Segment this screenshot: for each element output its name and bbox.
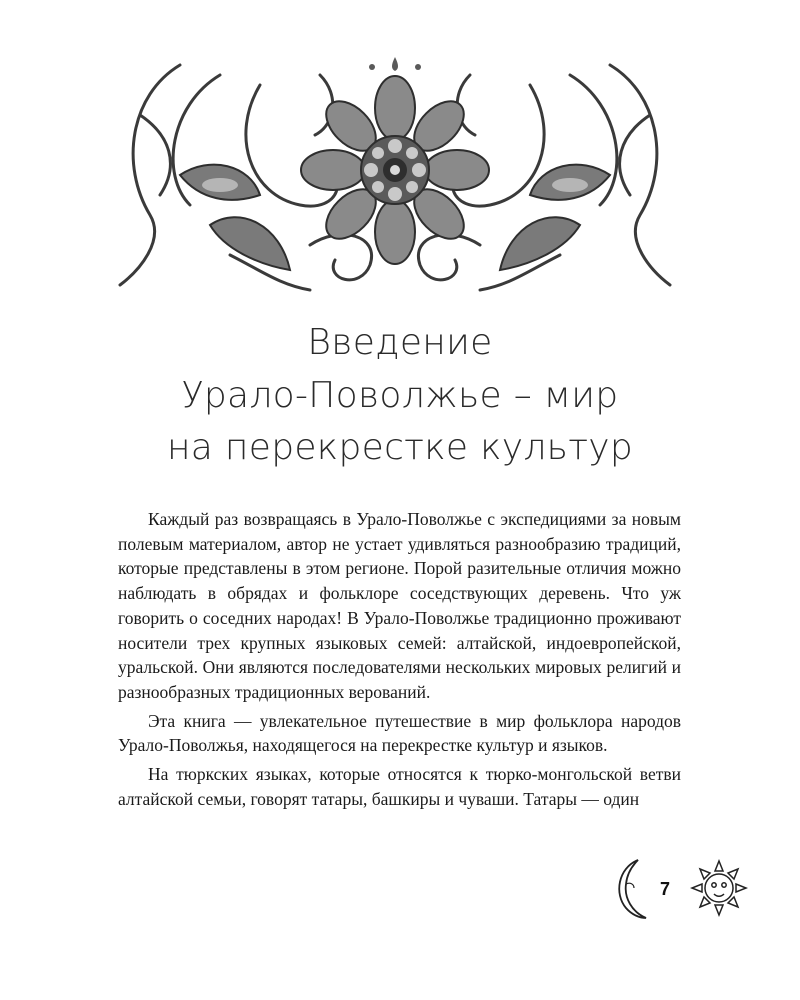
page-title-line-2: Урало-Поволжье – мир (181, 375, 619, 416)
floral-ornament-icon (110, 55, 680, 295)
body-text (118, 507, 681, 811)
page-number: 7 (660, 879, 671, 899)
paragraph: Эта книга — увлекательное путешествие в мир фольклора народов Урало-Поволжья, находящегося на перекрестке культур и языков. (118, 710, 681, 756)
sun-face-icon (690, 859, 748, 917)
paragraph: На тюркских языках, которые относятся к тюрко-монгольской ветви алтайской семьи, говорят татары, башкиры и чуваши. Татары — один (118, 764, 681, 809)
page-title-line-3: на перекрестке культур (166, 427, 634, 468)
paragraph: Каждый раз возвращаясь в Урало-Поволжье с экспедициями за новым полевым материалом, автор не устает удивляться разнообразию традиций, которые представлены в этом регионе. Порой разительные отличия можно наблюдать в обрядах и фольклоре соседствующих деревень. Что уж говорить о соседних народах! В Урало-Поволжье традиционно проживают носители трех крупных языковых семей: алтайской, индоевропейской, уральской. Они являются последователями нескольких мировых религий и разнообразных традиционных верований. (118, 509, 681, 702)
page-title-line-1: Введение (307, 322, 493, 363)
crescent-moon-icon (612, 858, 648, 920)
